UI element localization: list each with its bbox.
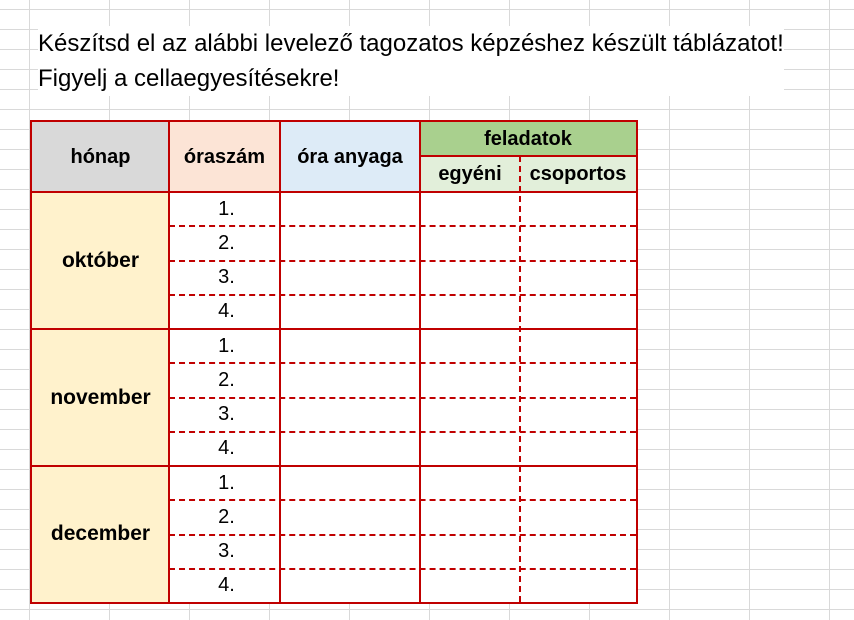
row-divider-dashed: [169, 431, 636, 433]
header-tasks[interactable]: feladatok: [420, 122, 636, 156]
row-divider-dashed: [169, 534, 636, 536]
row-divider-dashed: [169, 294, 636, 296]
hour-number-cell[interactable]: 2.: [218, 231, 235, 254]
row-divider-dashed: [169, 397, 636, 399]
header-material[interactable]: óra anyaga: [280, 122, 420, 192]
instruction-line-2: Figyelj a cellaegyesítésekre!: [38, 65, 340, 92]
hour-number-cell[interactable]: 4.: [218, 437, 235, 460]
hour-number-cell[interactable]: 1.: [218, 197, 235, 220]
header-group[interactable]: csoportos: [520, 156, 636, 192]
month-divider: [32, 465, 636, 467]
row-divider-dashed: [169, 362, 636, 364]
header-month[interactable]: hónap: [32, 122, 169, 192]
row-divider-dashed: [169, 225, 636, 227]
instruction-line-1: Készítsd el az alábbi levelező tagozatos képzéshez készült táblázatot!: [38, 30, 784, 57]
row-divider-dashed: [169, 568, 636, 570]
hour-number-cell[interactable]: 3.: [218, 403, 235, 426]
hour-number-cell[interactable]: 3.: [218, 266, 235, 289]
month-divider: [32, 328, 636, 330]
hour-number-cell[interactable]: 4.: [218, 574, 235, 597]
row-divider-dashed: [169, 260, 636, 262]
hour-number-cell[interactable]: 2.: [218, 505, 235, 528]
header-individual[interactable]: egyéni: [420, 156, 520, 192]
month-cell-november[interactable]: november: [32, 329, 169, 466]
header-bottom-line: [32, 191, 636, 193]
header-hours[interactable]: óraszám: [169, 122, 280, 192]
hour-number-cell[interactable]: 3.: [218, 540, 235, 563]
hour-number-cell[interactable]: 4.: [218, 300, 235, 323]
instruction-text: [38, 26, 784, 96]
month-cell-october[interactable]: október: [32, 192, 169, 329]
schedule-table: [30, 120, 638, 604]
hour-number-cell[interactable]: 1.: [218, 471, 235, 494]
month-cell-december[interactable]: december: [32, 466, 169, 602]
hour-number-cell[interactable]: 2.: [218, 368, 235, 391]
row-divider-dashed: [169, 499, 636, 501]
hour-number-cell[interactable]: 1.: [218, 334, 235, 357]
header-divider: [419, 155, 636, 157]
